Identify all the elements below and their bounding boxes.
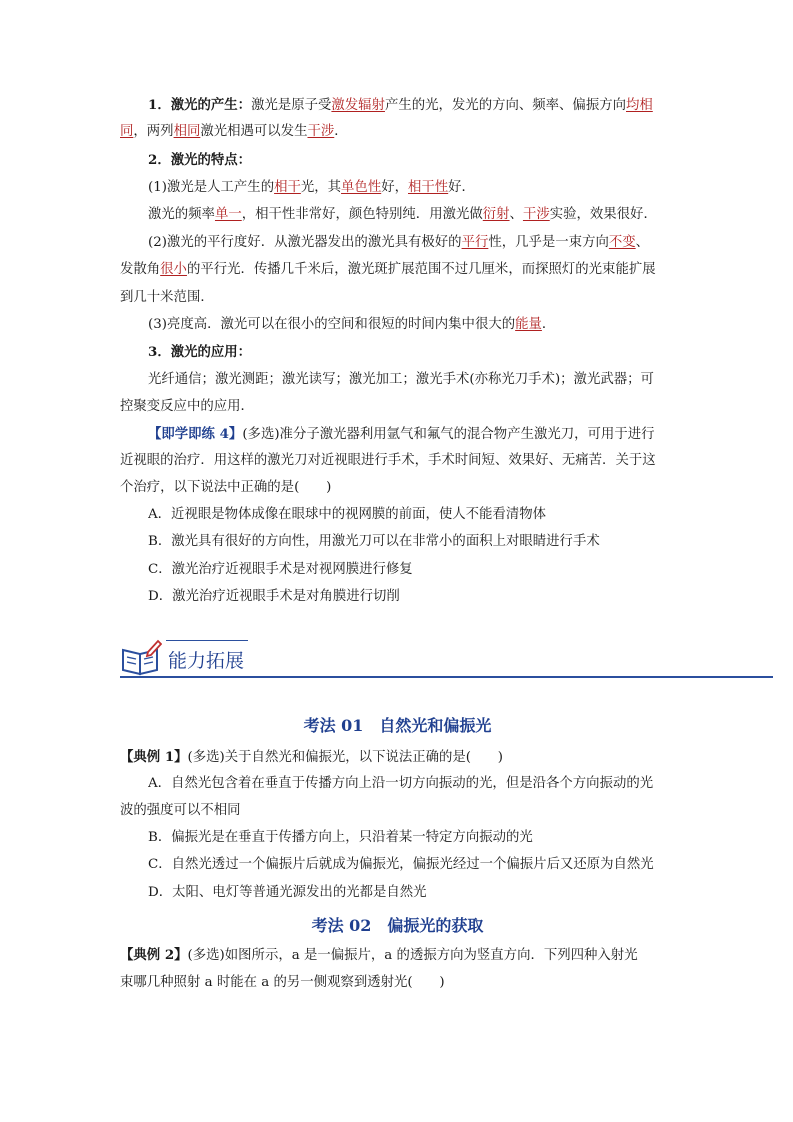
banner-rule — [120, 676, 773, 678]
example-1-option-c: C．自然光透过一个偏振片后就成为偏振光，偏振光经过一个偏振片后又还原为自然光 — [148, 857, 654, 872]
section-title: 能力拓展 — [168, 650, 245, 672]
example-1-option-d: D．太阳、电灯等普通光源发出的光都是自然光 — [148, 885, 427, 900]
exercise-option-d: D．激光治疗近视眼手术是对角膜进行切削 — [148, 589, 400, 604]
example-1-question: 【典例 1】(多选)关于自然光和偏振光，以下说法正确的是( ) — [120, 749, 504, 765]
example-1-option-b: B．偏振光是在垂直于传播方向上，只沿着某一特定方向振动的光 — [148, 830, 533, 845]
section-banner — [120, 634, 773, 682]
feature-brightness-line: (3)亮度高．激光可以在很小的空间和很短的时间内集中很大的能量． — [148, 317, 556, 332]
applications-line-1: 光纤通信；激光测距；激光读写；激光加工；激光手术(亦称光刀手术)；激光武器；可 — [148, 372, 654, 387]
example-1-option-a-line-2: 波的强度可以不相同 — [120, 803, 241, 818]
feature-frequency-line: 激光的频率单一，相干性非常好，颜色特别纯．用激光做衍射、干涉实验，效果很好． — [148, 207, 657, 222]
exercise-question-line-1: 【即学即练 4】(多选)准分子激光器利用氩气和氟气的混合物产生激光刀，可用于进行 — [148, 426, 655, 442]
exercise-option-c: C．激光治疗近视眼手术是对视网膜进行修复 — [148, 562, 413, 577]
exercise-option-b: B．激光具有很好的方向性，用激光刀可以在非常小的面积上对眼睛进行手术 — [148, 534, 600, 549]
example-1-option-a-line-1: A．自然光包含着在垂直于传播方向上沿一切方向振动的光，但是沿各个方向振动的光 — [148, 776, 654, 791]
exercise-question-line-2: 近视眼的治疗．用这样的激光刀对近视眼进行手术，手术时间短、效果好、无痛苦．关于这 — [120, 453, 656, 468]
book-pen-icon — [120, 638, 162, 678]
exercise-option-a: A．近视眼是物体成像在眼球中的视网膜的前面，使人不能看清物体 — [148, 507, 546, 522]
example-2-question-line-1: 【典例 2】(多选)如图所示，a 是一偏振片，a 的透振方向为竖直方向．下列四种入射光 — [120, 947, 638, 963]
feature-coherent-line: (1)激光是人工产生的相干光，其单色性好，相干性好． — [148, 180, 475, 195]
feature-parallel-line-3: 到几十米范围． — [120, 290, 214, 305]
laser-production-line-2: 同，两列相同激光相遇可以发生干涉． — [120, 124, 348, 139]
laser-applications-heading: 3．激光的应用： — [148, 344, 252, 360]
applications-line-2: 控聚变反应中的应用． — [120, 399, 254, 414]
feature-parallel-line-2: 发散角很小的平行光．传播几千米后，激光斑扩展范围不过几厘米，而探照灯的光束能扩展 — [120, 262, 656, 277]
example-2-question-line-2: 束哪几种照射 a 时能在 a 的另一侧观察到透射光( ) — [120, 975, 445, 990]
banner-accent-line — [166, 640, 248, 641]
method-01-title: 考法 01 自然光和偏振光 — [303, 716, 492, 735]
laser-production-line-1: 1．激光的产生：激光是原子受激发辐射产生的光，发光的方向、频率、偏振方向均相 — [148, 97, 653, 113]
feature-parallel-line-1: (2)激光的平行度好．从激光器发出的激光具有极好的平行性，几乎是一束方向不变、 — [148, 235, 650, 250]
laser-features-heading: 2．激光的特点： — [148, 152, 252, 168]
method-02-title: 考法 02 偏振光的获取 — [311, 916, 484, 935]
exercise-question-line-3: 个治疗，以下说法中正确的是( ) — [120, 480, 332, 495]
